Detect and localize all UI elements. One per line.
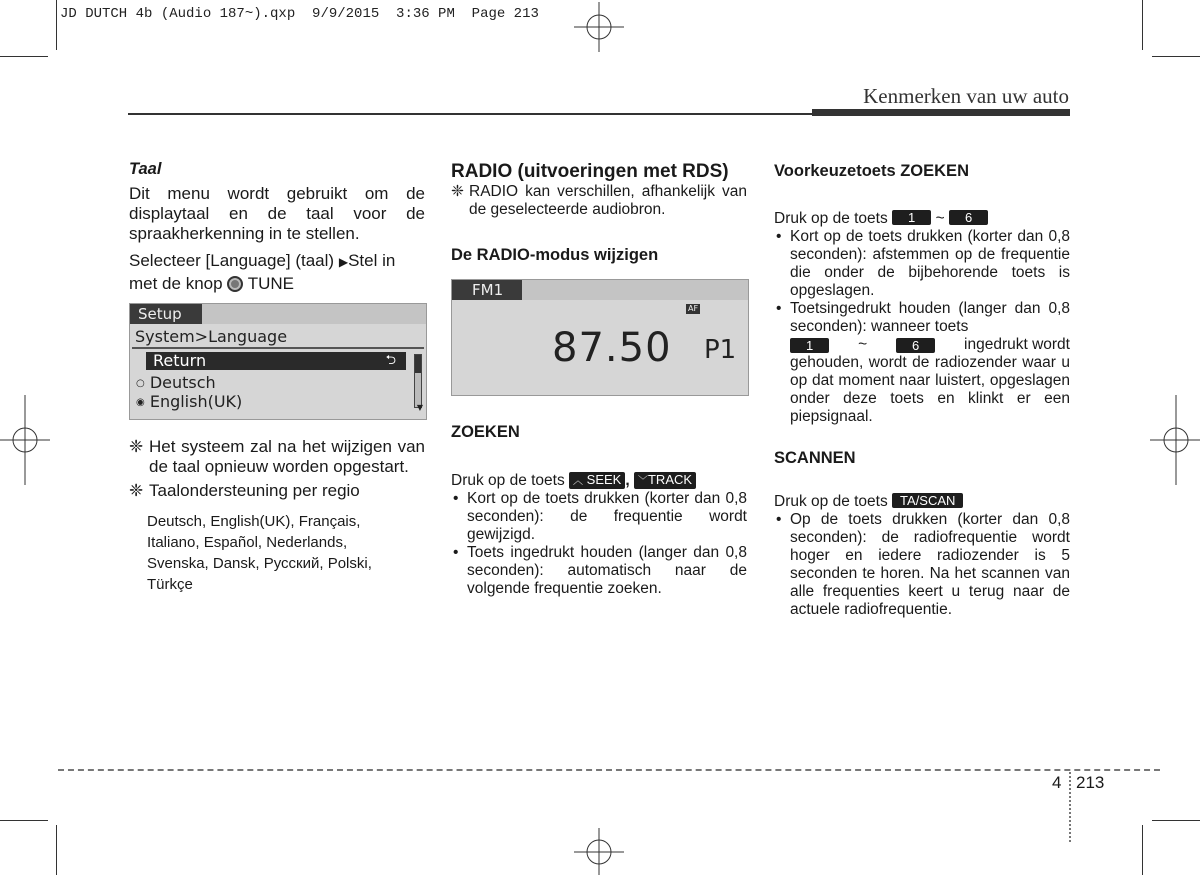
scroll-down-icon: ▼ (416, 403, 423, 412)
radio-note: ❈ RADIO kan verschillen, afhankelijk van de geselecteerde audiobron. (451, 183, 747, 218)
header-rule-thick (812, 109, 1070, 116)
setup-screen (129, 303, 427, 420)
seek-button[interactable]: ︿ SEEK (569, 472, 625, 489)
preset-display: P1 (704, 335, 737, 365)
radio-heading: RADIO (uitvoeringen met RDS) (451, 161, 729, 182)
zoeken-heading: ZOEKEN (451, 423, 520, 441)
preset-6-button-2[interactable]: 6 (896, 338, 935, 353)
page-number: 213 (1076, 773, 1105, 792)
taal-intro: Dit menu wordt gebruikt om de displaytaal en de taal voor de spraakherkenning in te stellen. (129, 183, 425, 243)
preset-6-button[interactable]: 6 (949, 210, 988, 225)
preset-1-button[interactable]: 1 (892, 210, 931, 225)
footer-rule (58, 769, 1160, 771)
chevron-up-icon: ︿ (573, 476, 584, 487)
section-title: Kenmerken van uw auto (863, 84, 1069, 108)
language-option-english[interactable]: ◉ English(UK) (136, 392, 243, 411)
column-left (129, 160, 425, 294)
scan-heading: SCANNEN (774, 449, 856, 467)
seek-bullet-short: • Kort op de toets drukken (korter dan 0,8 seconden): de frequentie wordt gewijzigd. (453, 490, 747, 543)
column-left-notes (129, 437, 425, 595)
preset-bullet-long: • Toetsingedrukt houden (langer dan 0,8 seconden): wanneer toets 1 ~ 6 ingedrukt wordt gehouden, wordt de radiozender waar u op dat moment naar luistert, opgeslagen onder deze toets en klinkt er een piepsignaal. (776, 300, 1070, 425)
preset-seek-heading: Voorkeuzetoets ZOEKEN (774, 162, 969, 180)
return-item[interactable]: Return ⮌ (146, 352, 406, 370)
column-right (774, 161, 1070, 619)
arrow-right-icon: ▶ (338, 254, 349, 269)
taal-instruction: Selecteer [Language] (taal) ▶Stel in met de knop TUNE (129, 250, 396, 293)
column-middle-lower (451, 422, 747, 598)
seek-press-line: Druk op de toets ︿ SEEK , ﹀TRACK (451, 472, 747, 490)
note-icon: ❈ (451, 183, 464, 200)
preset-press-line: Druk op de toets 1 ~ 6 (774, 210, 1070, 228)
taal-heading: Taal (129, 160, 162, 178)
column-middle (451, 161, 747, 265)
note-restart: ❈ Het systeem zal na het wijzigen van de taal opnieuw worden opgestart. (129, 437, 425, 476)
af-indicator: AF (688, 304, 699, 313)
header-rule (128, 113, 812, 115)
note-icon: ❈ (129, 481, 144, 500)
track-button[interactable]: ﹀TRACK (634, 472, 696, 489)
chevron-down-icon: ﹀ (637, 476, 648, 487)
screen-path: System>Language (135, 327, 288, 346)
radio-selected-icon: ◉ (136, 397, 145, 408)
seek-bullet-long: • Toets ingedrukt houden (langer dan 0,8 seconden): automatisch naar de volgende frequentie zoeken. (453, 544, 747, 597)
ta-scan-button[interactable]: TA/SCAN (892, 493, 963, 508)
scan-bullet: • Op de toets drukken (korter dan 0,8 seconden): de radiofrequentie wordt hoger en iedere radiozender is 5 seconden te horen. Na het scannen van alle frequenties keert u terug naar de actuele radiofrequentie. (776, 511, 1070, 618)
chapter-number: 4 (1052, 773, 1062, 792)
note-icon: ❈ (129, 437, 144, 456)
radio-screen (451, 279, 749, 396)
band-label: FM1 (452, 280, 522, 300)
preset-bullet-short: • Kort op de toets drukken (korter dan 0,8 seconden): afstemmen op de frequentie die onder de bijbehorende toets is opgeslagen. (776, 228, 1070, 299)
scan-press-line: Druk op de toets TA/SCAN (774, 493, 1070, 511)
return-icon: ⮌ (385, 353, 396, 368)
footer-divider (1069, 772, 1071, 842)
language-option-deutsch[interactable]: ○ Deutsch (136, 373, 216, 392)
tune-knob-icon (227, 276, 243, 292)
note-languages: ❈ Taalondersteuning per regio (129, 481, 360, 500)
radio-mode-heading: De RADIO-modus wijzigen (451, 246, 659, 264)
screen-title: Setup (130, 304, 202, 324)
radio-empty-icon: ○ (136, 378, 145, 389)
print-slug: JD DUTCH 4b (Audio 187~).qxp 9/9/2015 3:36 PM Page 213 (60, 6, 539, 22)
language-list: Deutsch, English(UK), Français, Italiano, Español, Nederlands, Svenska, Dansk, Русский, Polski, Türkçe (147, 512, 372, 593)
preset-1-button-2[interactable]: 1 (790, 338, 829, 353)
scrollbar[interactable] (414, 354, 422, 408)
frequency-display: 87.50 (552, 325, 672, 371)
